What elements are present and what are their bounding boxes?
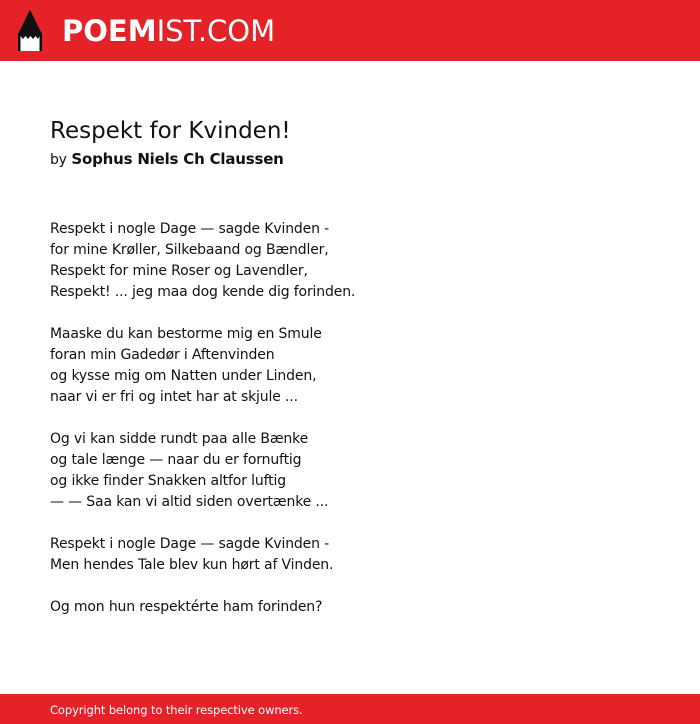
poem-line: naar vi er fri og intet har at skjule ... bbox=[50, 389, 298, 405]
poem-title: Respekt for Kvinden! bbox=[50, 118, 291, 144]
poem-body bbox=[50, 219, 650, 639]
poem-line: Respekt for mine Roser og Lavendler, bbox=[50, 263, 308, 279]
poem-line: Maaske du kan bestorme mig en Smule bbox=[50, 326, 322, 342]
logo-text-light: IST.COM bbox=[156, 14, 276, 48]
stanza bbox=[50, 534, 650, 576]
poem-line: for mine Krøller, Silkebaand og Bændler, bbox=[50, 242, 329, 258]
stanza bbox=[50, 324, 650, 408]
poem-line: Og vi kan sidde rundt paa alle Bænke bbox=[50, 431, 309, 447]
stanza bbox=[50, 597, 650, 618]
poem-line: Respekt i nogle Dage — sagde Kvinden - bbox=[50, 221, 330, 237]
copyright-text: Copyright belong to their respective owners. bbox=[50, 703, 303, 717]
logo-text-bold: POEM bbox=[62, 14, 157, 48]
pencil-icon bbox=[18, 10, 42, 51]
poem-line: foran min Gadedør i Aftenvinden bbox=[50, 347, 275, 363]
poem-line: Respekt i nogle Dage — sagde Kvinden - bbox=[50, 536, 330, 552]
stanza bbox=[50, 219, 650, 303]
stanza bbox=[50, 429, 650, 513]
poem-line: — — Saa kan vi altid siden overtænke ... bbox=[50, 494, 329, 510]
site-header bbox=[0, 0, 700, 61]
poem-line: og tale længe — naar du er fornuftig bbox=[50, 452, 302, 468]
poem-line: og ikke finder Snakken altfor luftig bbox=[50, 473, 286, 489]
poem-line: og kysse mig om Natten under Linden, bbox=[50, 368, 317, 384]
author-link[interactable]: Sophus Niels Ch Claussen bbox=[71, 150, 284, 168]
byline bbox=[50, 148, 284, 171]
poem-line: Og mon hun respektérte ham forinden? bbox=[50, 599, 323, 615]
poem-line: Men hendes Tale blev kun hørt af Vinden. bbox=[50, 557, 334, 573]
poem-line: Respekt! ... jeg maa dog kende dig forinden. bbox=[50, 284, 356, 300]
site-footer bbox=[0, 694, 700, 724]
site-logo[interactable] bbox=[62, 11, 275, 51]
by-label: by bbox=[50, 152, 67, 168]
